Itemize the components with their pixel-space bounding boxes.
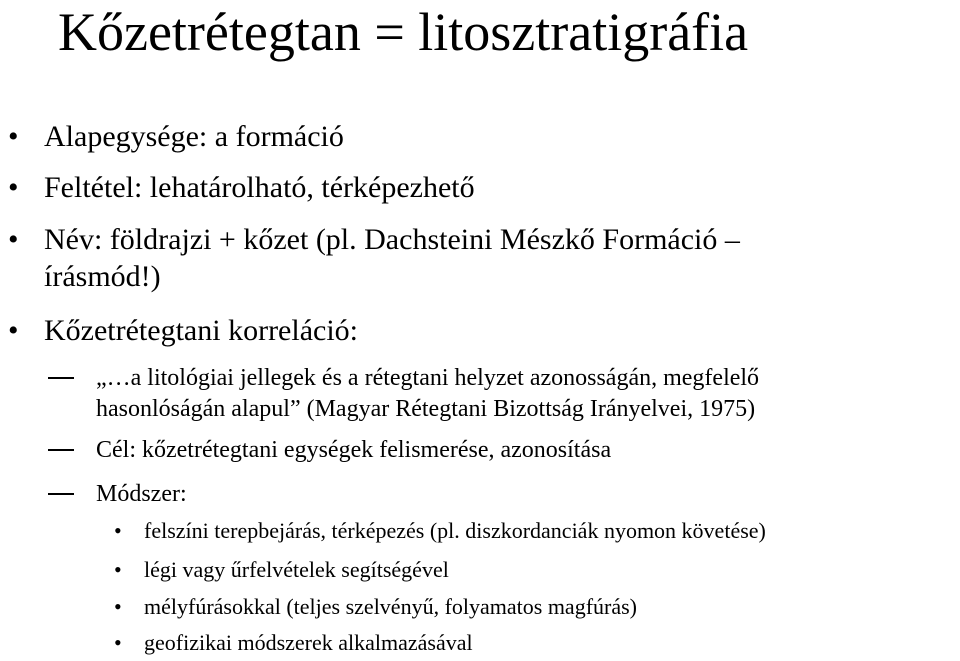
bullet-marker: • xyxy=(8,171,19,204)
sub-item-method xyxy=(96,478,187,510)
bullet-text: Alapegysége: a formáció xyxy=(44,120,344,153)
dash-marker xyxy=(48,377,74,379)
bullet-marker: • xyxy=(114,594,122,619)
bullet-formation xyxy=(8,117,344,157)
bullet-marker: • xyxy=(8,120,19,153)
sub-item-text: Cél: kőzetrétegtani egységek felismerése, azonosítása xyxy=(96,437,612,463)
method-text: légi vagy űrfelvételek segítségével xyxy=(144,557,449,582)
bullet-text: írásmód!) xyxy=(44,260,161,293)
dash-marker xyxy=(48,493,74,495)
method-text: geofizikai módszerek alkalmazásával xyxy=(144,630,473,655)
bullet-name-continuation xyxy=(44,257,161,297)
sub-item-goal xyxy=(96,434,611,466)
bullet-marker: • xyxy=(8,223,19,256)
method-text: felszíni terepbejárás, térképezés (pl. diszkordanciák nyomon követése) xyxy=(144,518,766,543)
bullet-marker: • xyxy=(114,557,122,582)
bullet-correlation xyxy=(8,311,359,351)
bullet-condition xyxy=(8,168,475,208)
method-item xyxy=(114,555,449,585)
bullet-text: Név: földrajzi + kőzet (pl. Dachsteini Mészkő Formáció – xyxy=(44,223,740,256)
bullet-text: Kőzetrétegtani korreláció: xyxy=(44,314,359,347)
bullet-marker: • xyxy=(114,630,122,655)
sub-item-text: hasonlóságán alapul” (Magyar Rétegtani Bizottság Irányelvei, 1975) xyxy=(96,396,756,422)
method-item xyxy=(114,628,473,658)
bullet-text: Feltétel: lehatárolható, térképezhető xyxy=(44,171,475,204)
sub-item-text: „…a litológiai jellegek és a rétegtani helyzet azonosságán, megfelelő xyxy=(96,365,760,391)
bullet-marker: • xyxy=(114,518,122,543)
method-item xyxy=(114,592,638,622)
method-text: mélyfúrásokkal (teljes szelvényű, folyamatos magfúrás) xyxy=(144,594,638,619)
sub-item-definition xyxy=(96,362,759,394)
bullet-marker: • xyxy=(8,314,19,347)
sub-item-text: Módszer: xyxy=(96,481,187,507)
dash-marker xyxy=(48,449,74,451)
method-item xyxy=(114,516,766,546)
sub-item-definition-continuation xyxy=(96,393,755,425)
bullet-name xyxy=(8,220,740,260)
slide-title: Kőzetrétegtan = litosztratigráfia xyxy=(58,2,749,62)
